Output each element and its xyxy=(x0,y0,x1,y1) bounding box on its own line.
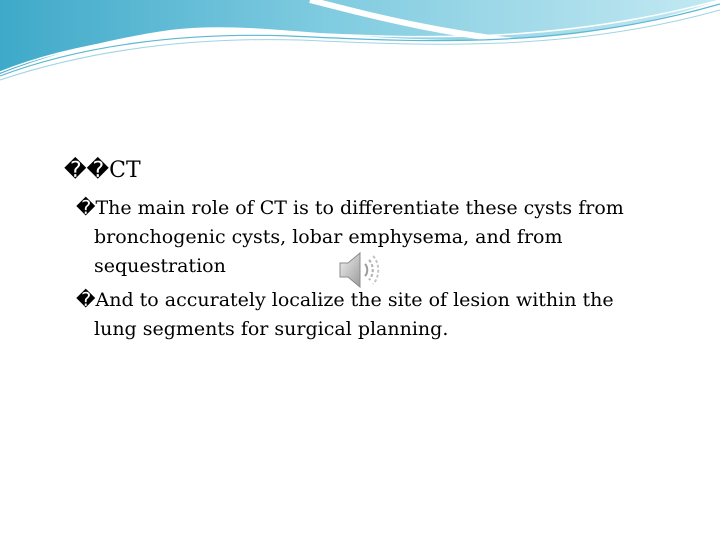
bullet-item-1-text-1: The main role of CT is to differentiate these cysts from xyxy=(95,197,624,219)
speaker-icon[interactable] xyxy=(336,248,384,292)
bullet-item-1-line-2: bronchogenic cysts, lobar emphysema, and from xyxy=(94,226,563,248)
bullet-item-2-text-1: And to accurately localize the site of lesion within the xyxy=(95,289,614,311)
slide-heading xyxy=(64,158,141,184)
bullet-item-2-line-2: lung segments for surgical planning. xyxy=(94,318,449,340)
bullet-item-1-line-3: sequestration xyxy=(94,255,226,277)
bullet-item-2 xyxy=(76,286,676,344)
bullet-marker: � xyxy=(76,197,96,219)
heading-text: CT xyxy=(109,158,141,183)
heading-bullet: �� xyxy=(64,158,110,183)
bullet-marker: � xyxy=(76,289,96,311)
bullet-item-1-line-1 xyxy=(76,194,676,223)
